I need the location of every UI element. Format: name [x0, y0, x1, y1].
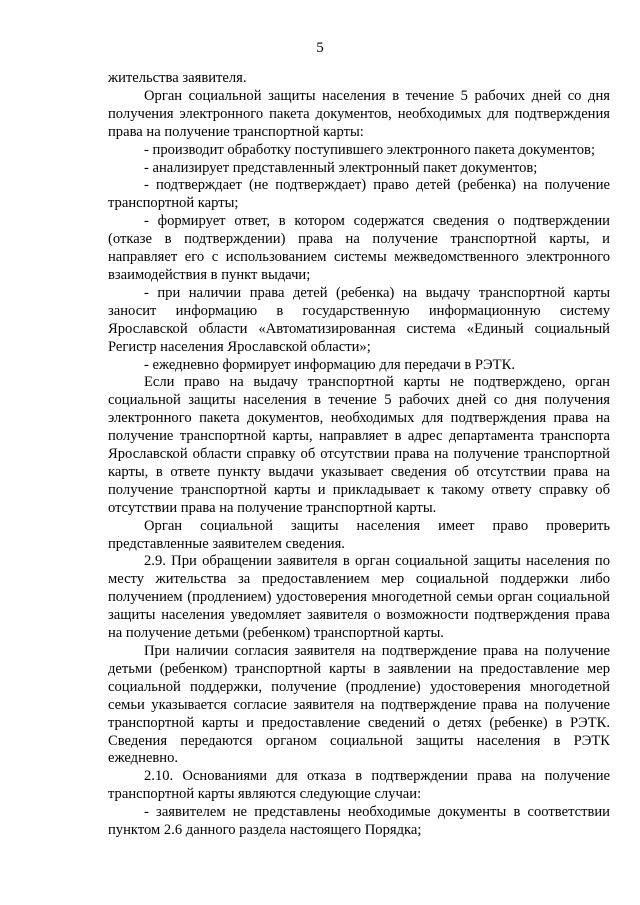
- paragraph-clause-2-9: 2.9. При обращении заявителя в орган социальной защиты населения по месту жительства за предоставлением мер социальной поддержки либо получением (продлением) удостоверения многодетной семьи орган социальной защиты населения уведомляет заявителя о возможности подтверждения права на получение детьми (ребенком) транспортной карты.: [108, 553, 610, 642]
- list-item-daily-report: - ежедневно формирует информацию для передачи в РЭТК.: [144, 356, 515, 373]
- paragraph-clause-2-10: 2.10. Основаниями для отказа в подтверждении права на получение транспортной карты являются следующие случаи:: [108, 768, 610, 803]
- list-item-analysis: - анализирует представленный электронный пакет документов;: [144, 159, 538, 176]
- list-item-registry-entry: - при наличии права детей (ребенка) на выдачу транспортной карты заносит информацию в государственную информационную систему Ярославской области «Автоматизированная система «Единый социальный Регистр населения Ярославской области»;: [108, 284, 610, 355]
- paragraph-residence-tail: жительства заявителя.: [108, 70, 247, 86]
- document-body: [108, 70, 610, 840]
- list-item-missing-documents: - заявителем не представлены необходимые документы в соответствии пунктом 2.6 данного раздела настоящего Порядка;: [108, 804, 610, 839]
- paragraph-not-confirmed: Если право на выдачу транспортной карты не подтверждено, орган социальной защиты населения в течение 5 рабочих дней со дня получения электронного пакета документов, необходимых для подтверждения права на получение транспортной карты, направляет в адрес департамента транспорта Ярославской области справку об отсутствии права на получение транспортной карты, в ответе пункту выдачи указывает сведения об отсутствии права на получение транспортной карты и прикладывает к такому ответу справку об отсутствии права на получение транспортной карты.: [108, 374, 610, 516]
- paragraph-social-protection-intro: Орган социальной защиты населения в течение 5 рабочих дней со дня получения электронного пакета документов, необходимых для подтверждения права на получение транспортной карты:: [108, 87, 610, 140]
- list-item-processing: - производит обработку поступившего электронного пакета документов;: [144, 141, 595, 158]
- paragraph-verification-right: Орган социальной защиты населения имеет право проверить представленные заявителем сведения.: [108, 517, 610, 552]
- list-item-confirmation: - подтверждает (не подтверждает) право детей (ребенка) на получение транспортной карты;: [108, 177, 610, 212]
- list-item-response: - формирует ответ, в котором содержатся сведения о подтверждении (отказе в подтверждении) права на получение транспортной карты, и направляет его с использованием системы межведомственного электронного взаимодействия в пункт выдачи;: [108, 213, 610, 283]
- page-number: 5: [316, 40, 324, 56]
- paragraph-consent: При наличии согласия заявителя на подтверждение права на получение детьми (ребенком) транспортной карты в заявлении на предоставление мер социальной поддержки, получение (продление) удостоверения многодетной семьи указывается согласие заявителя на подтверждение права на получение транспортной карты и предоставление сведений о детях (ребенке) в РЭТК. Сведения передаются органом социальной защиты населения в РЭТК ежедневно.: [108, 643, 610, 767]
